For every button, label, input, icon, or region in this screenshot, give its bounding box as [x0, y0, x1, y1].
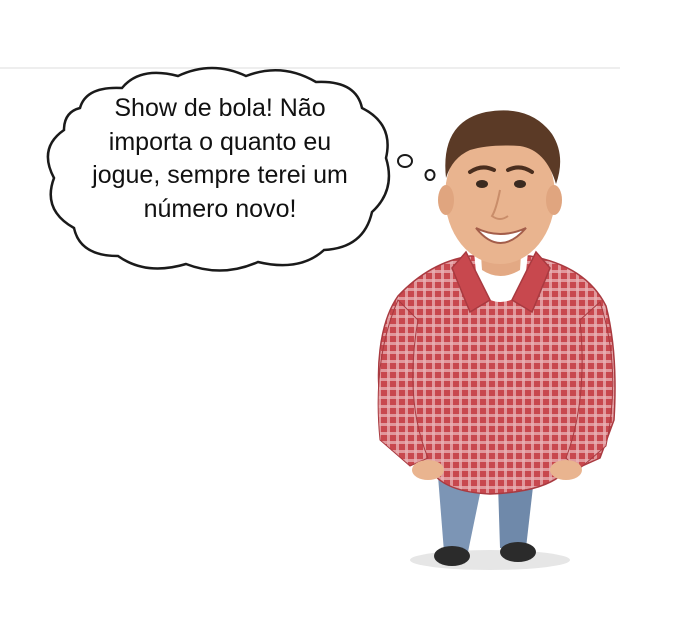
thought-line-1: Show de bola! Não: [114, 94, 326, 122]
thought-line-4: número novo!: [143, 194, 297, 223]
thought-line-2: importa o quanto eu: [108, 127, 332, 156]
smiling-man-icon: [378, 110, 615, 570]
thought-bubble-text: [62, 92, 378, 226]
thought-line-3: jogue, sempre terei um: [92, 161, 348, 189]
